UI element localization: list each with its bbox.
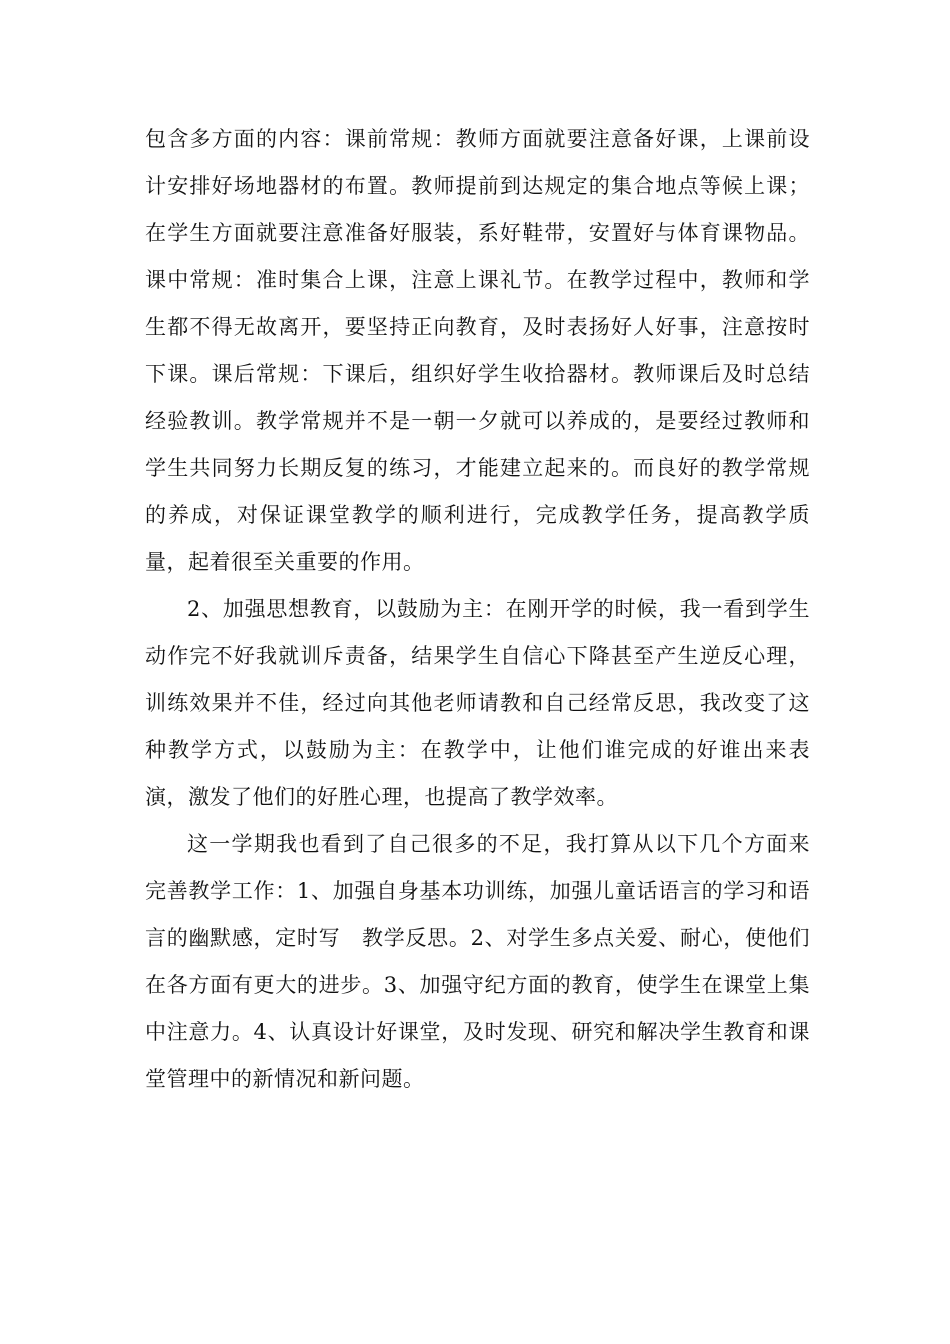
paragraph-classroom-routines: 包含多方面的内容：课前常规：教师方面就要注意备好课，上课前设计安排好场地器材的布置。教师提前到达规定的集合地点等候上课；在学生方面就要注意准备好服装，系好鞋带，安置好与体育课物品。课中常规：准时集合上课，注意上课礼节。在教学过程中，教师和学生都不得无故离开，要坚持正向教育，及时表扬好人好事，注意按时下课。课后常规：下课后，组织好学生收拾器材。教师课后及时总结经验教训。教学常规并不是一朝一夕就可以养成的，是要经过教师和学生共同努力长期反复的练习，才能建立起来的。而良好的教学常规的养成，对保证课堂教学的顺利进行，完成教学任务，提高教学质量，起着很至关重要的作用。 — [145, 127, 810, 574]
paragraph-improvement-plan: 这一学期我也看到了自己很多的不足，我打算从以下几个方面来完善教学工作：1、加强自身基本功训练，加强儿童话语言的学习和语言的幽默感，定时写 教学反思。2、对学生多点关爱、耐心，使他们在各方面有更大的进步。3、加强守纪方面的教育，使学生在课堂上集中注意力。4、认真设计好课堂，及时发现、研究和解决学生教育和课堂管理中的新情况和新问题。 — [145, 832, 810, 1091]
document-body — [145, 116, 810, 1103]
paragraph-ideological-education: 2、加强思想教育，以鼓励为主：在刚开学的时候，我一看到学生动作完不好我就训斥责备，结果学生自信心下降甚至产生逆反心理，训练效果并不佳，经过向其他老师请教和自己经常反思，我改变了这种教学方式，以鼓励为主：在教学中，让他们谁完成的好谁出来表演，激发了他们的好胜心理，也提高了教学效率。 — [145, 597, 810, 809]
